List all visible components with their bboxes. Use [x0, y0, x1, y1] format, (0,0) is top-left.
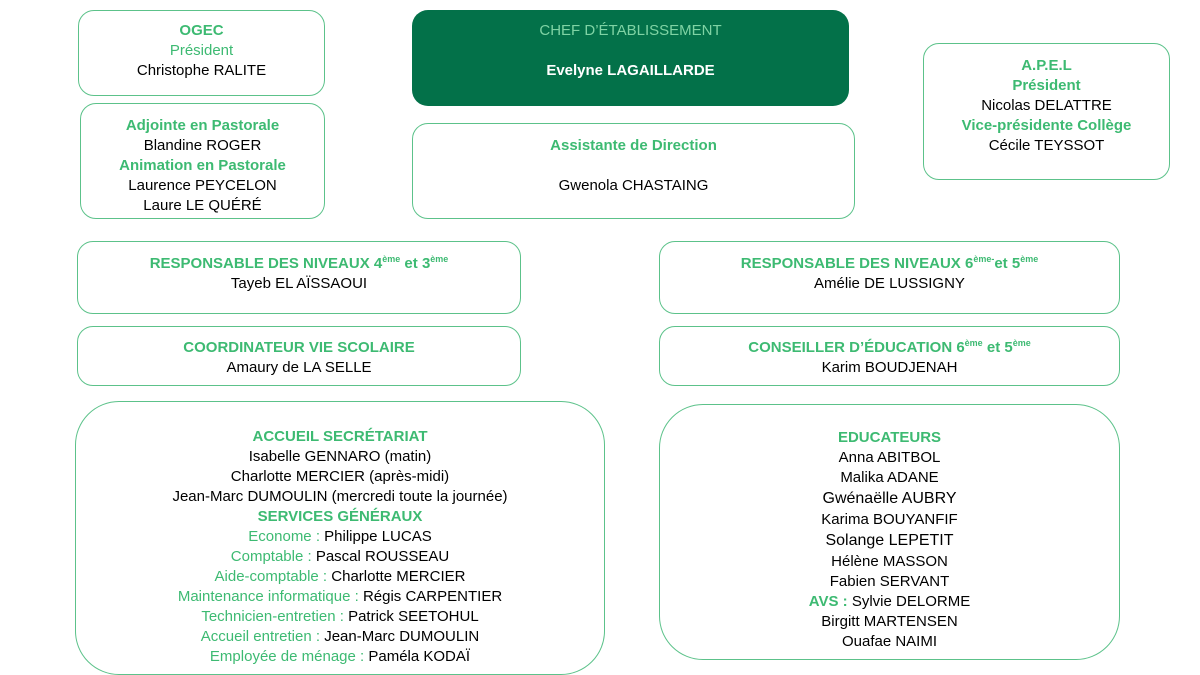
educateur-name: Solange LEPETIT: [825, 532, 954, 549]
service-row: Aide-comptable : Charlotte MERCIER: [214, 568, 466, 585]
responsable-niveaux-4-3-title: RESPONSABLE DES NIVEAUX 4ème et 3ème: [149, 254, 449, 272]
accueil-name: Charlotte MERCIER (après-midi): [230, 468, 450, 485]
apel-role-president: Président: [1012, 77, 1081, 94]
apel-heading: A.P.E.L: [1021, 57, 1072, 74]
educateur-name: Anna ABITBOL: [838, 449, 941, 466]
service-row: Comptable : Pascal ROUSSEAU: [230, 548, 450, 565]
educateurs-title: EDUCATEURS: [837, 429, 942, 446]
assistante-role: Assistante de Direction: [550, 137, 717, 154]
apel-box: [923, 43, 1170, 180]
apel-vice-presidente-name: Cécile TEYSSOT: [988, 137, 1105, 154]
educateur-name: Birgitt MARTENSEN: [821, 613, 958, 630]
responsable-niveaux-6-5-title: RESPONSABLE DES NIVEAUX $6^{ème-}et$ 5ème: [740, 254, 1039, 272]
educateur-name: Hélène MASSON: [831, 553, 948, 570]
service-row: Technicien-entretien : Patrick SEETOHUL: [201, 608, 479, 625]
apel-president-name: Nicolas DELATTRE: [981, 97, 1112, 114]
service-row: Econome : Philippe LUCAS: [248, 528, 432, 545]
educateurs-box: [659, 404, 1120, 660]
conseiller-name: Karim BOUDJENAH: [821, 359, 958, 376]
educateur-name: Malika ADANE: [840, 469, 939, 486]
accueil-title: ACCUEIL SECRÉTARIAT: [252, 428, 428, 445]
pastorale-animation-name: Laurence PEYCELON: [128, 177, 277, 194]
pastorale-adjointe-role: Adjointe en Pastorale: [125, 117, 280, 134]
coordinateur-vie-scolaire-box: [77, 326, 521, 386]
ogec-box: [78, 10, 325, 96]
conseiller-title: CONSEILLER D’ÉDUCATION 6ème et 5ème: [748, 338, 1031, 356]
educateur-name: Fabien SERVANT: [829, 573, 950, 590]
pastorale-adjointe-name: Blandine ROGER: [143, 137, 262, 154]
pastorale-animation-name: Laure LE QUÉRÉ: [143, 197, 262, 214]
assistante-name: Gwenola CHASTAING: [558, 177, 709, 194]
responsable-niveaux-6-5-name: Amélie DE LUSSIGNY: [814, 275, 965, 292]
avs-row: AVS : Sylvie DELORME: [808, 593, 971, 610]
coordinateur-name: Amaury de LA SELLE: [226, 359, 372, 376]
coordinateur-title: COORDINATEUR VIE SCOLAIRE: [183, 339, 415, 356]
chef-etablissement-box: [412, 10, 849, 106]
conseiller-education-box: [659, 326, 1120, 386]
pastorale-box: [80, 103, 325, 219]
responsable-niveaux-4-3-box: [77, 241, 521, 314]
educateur-name: Karima BOUYANFIF: [821, 511, 958, 528]
responsable-niveaux-4-3-name: Tayeb EL AÏSSAOUI: [230, 275, 368, 292]
assistante-direction-box: [412, 123, 855, 219]
responsable-niveaux-6-5-box: [659, 241, 1120, 314]
service-row: Maintenance informatique : Régis CARPENTIER: [177, 588, 503, 605]
chef-title: CHEF D’ÉTABLISSEMENT: [539, 22, 722, 39]
services-generaux-title: SERVICES GÉNÉRAUX: [257, 508, 423, 525]
accueil-name: Jean-Marc DUMOULIN (mercredi toute la journée): [172, 488, 508, 505]
chef-name: Evelyne LAGAILLARDE: [546, 62, 715, 79]
ogec-name: Christophe RALITE: [136, 62, 267, 79]
ogec-heading: OGEC: [179, 22, 224, 39]
accueil-services-box: [75, 401, 605, 675]
apel-role-vice-presidente: Vice-présidente Collège: [961, 117, 1132, 134]
educateur-name: Ouafae NAIMI: [841, 633, 938, 650]
service-row: Accueil entretien : Jean-Marc DUMOULIN: [200, 628, 480, 645]
pastorale-animation-role: Animation en Pastorale: [119, 157, 286, 174]
service-row: Employée de ménage : Paméla KODAÏ: [209, 648, 471, 665]
accueil-name: Isabelle GENNARO (matin): [248, 448, 432, 465]
educateur-name: Gwénaëlle AUBRY: [822, 490, 957, 507]
ogec-role: Président: [169, 42, 234, 59]
